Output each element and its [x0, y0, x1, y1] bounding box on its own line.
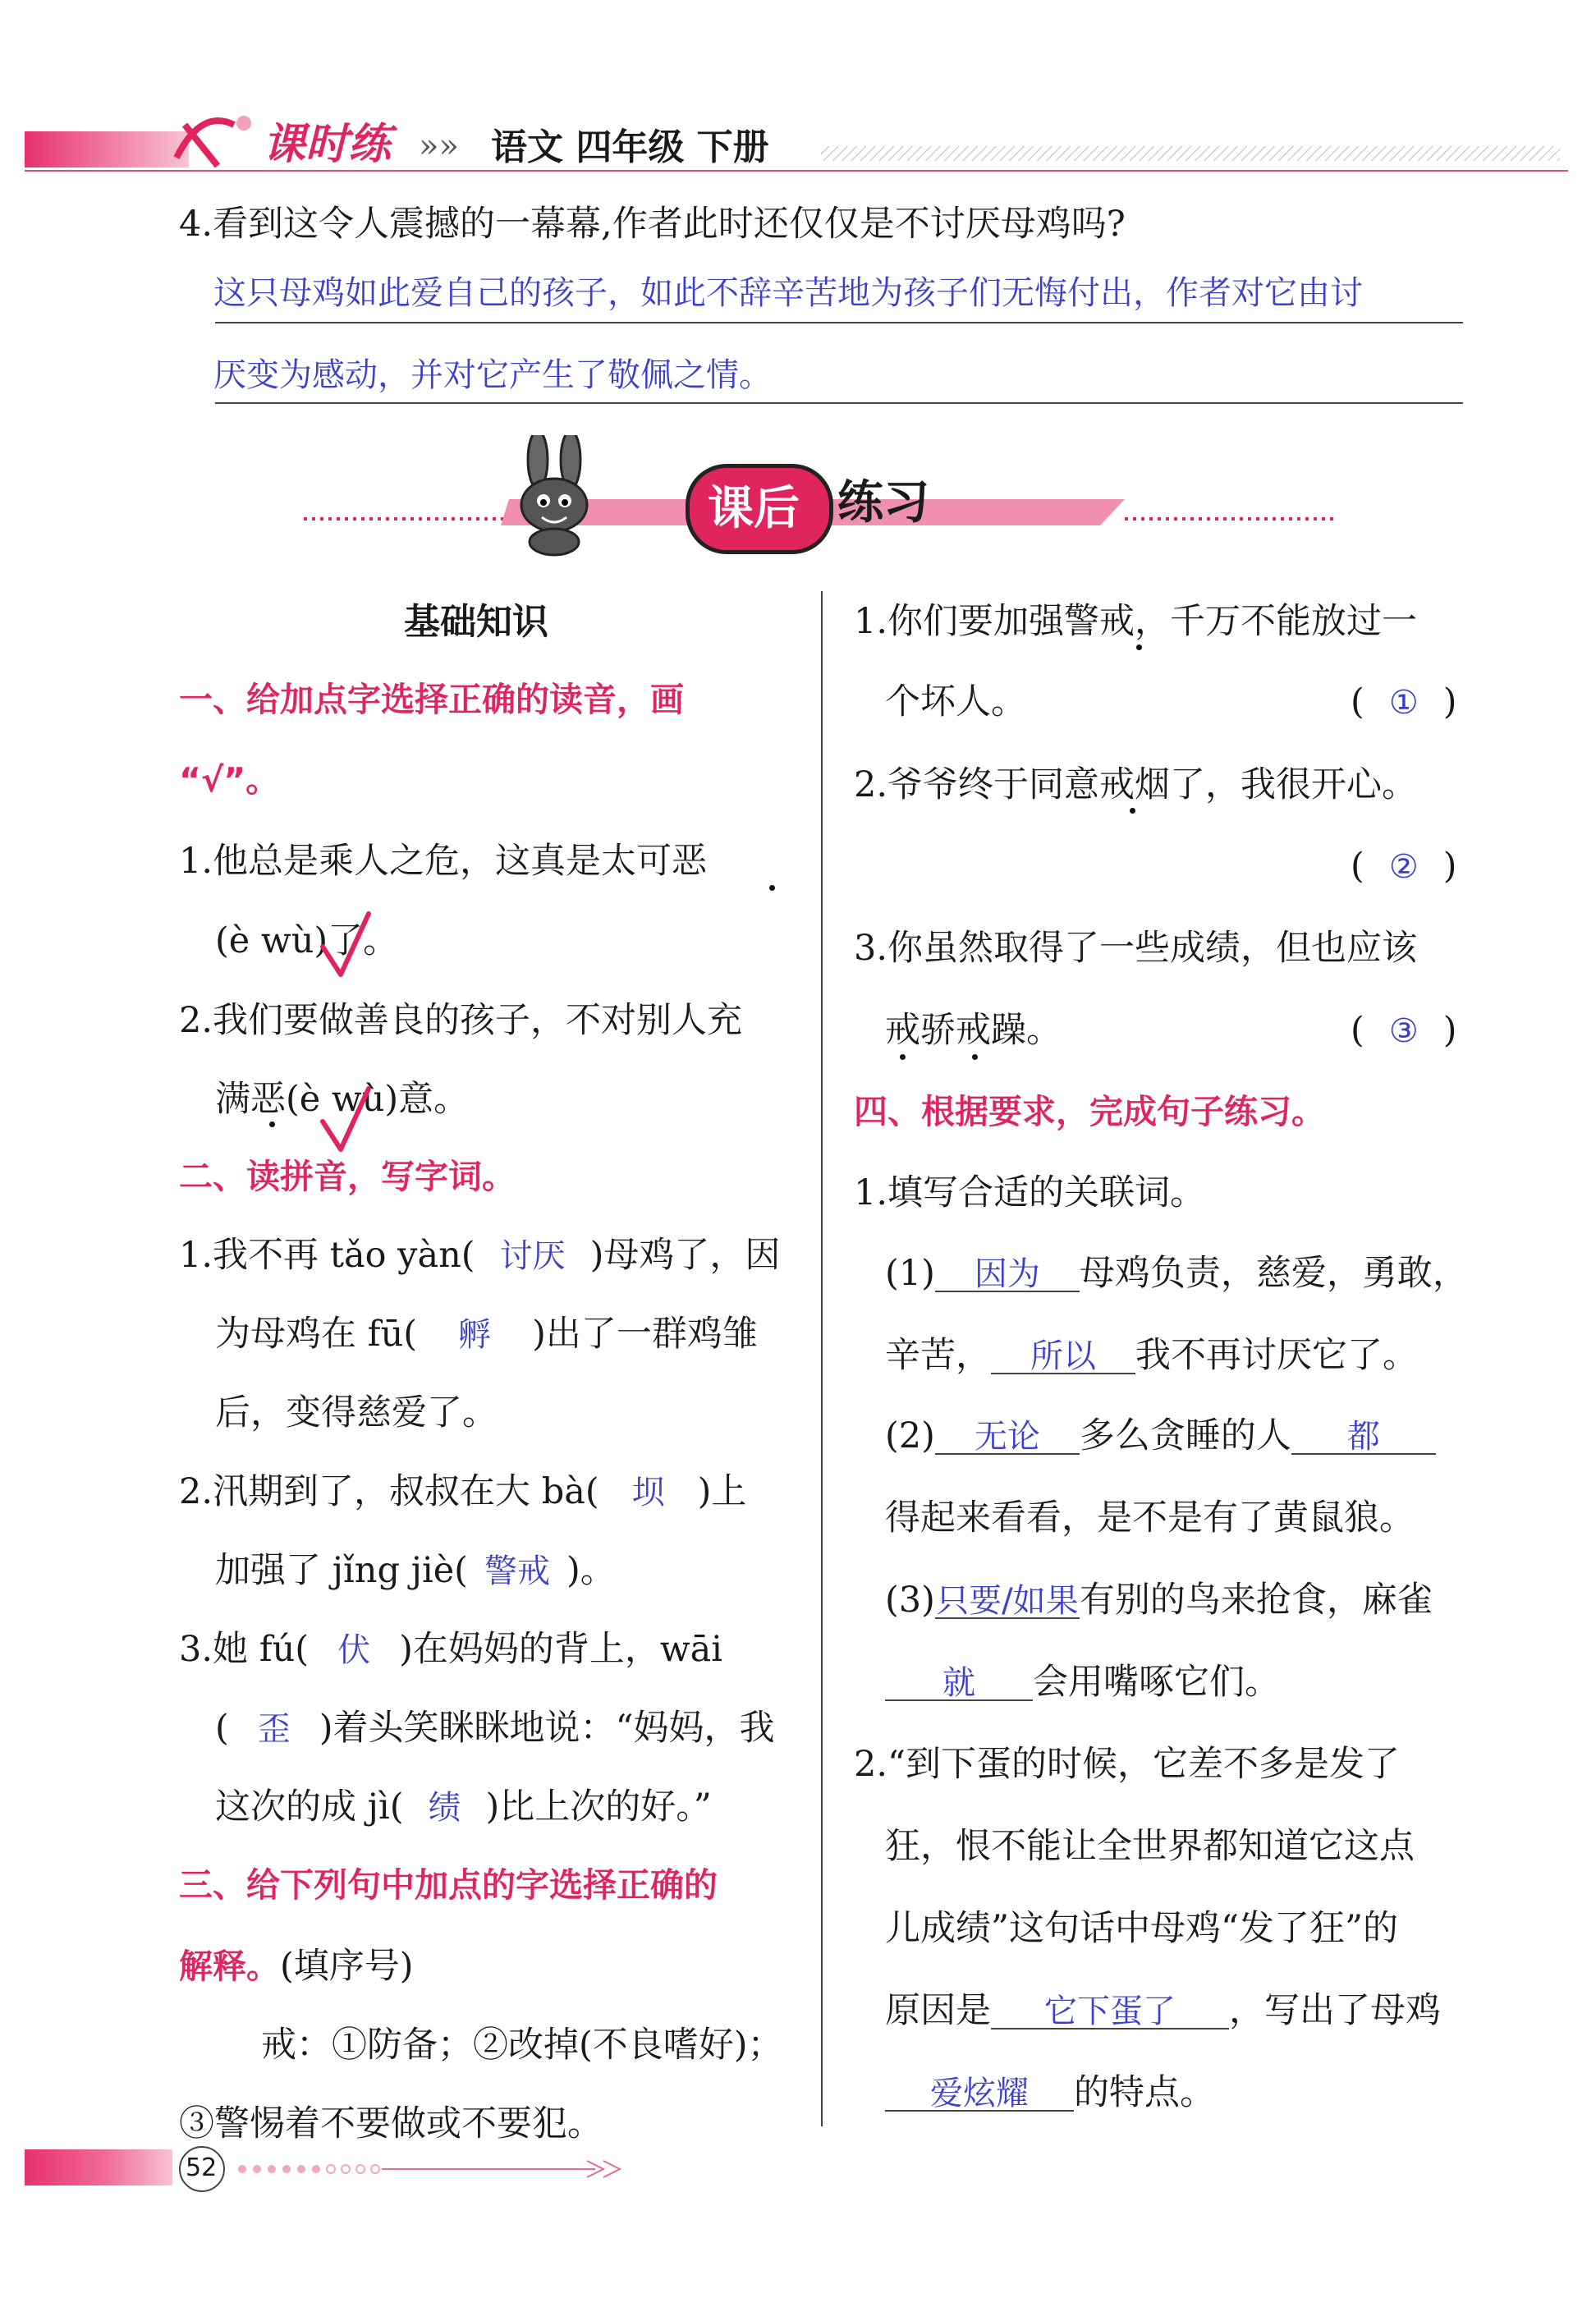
column-divider: [821, 591, 823, 2126]
check-mark-icon: [316, 1082, 374, 1159]
answer: 无论: [935, 1420, 1080, 1455]
answer: 爱炫耀: [885, 2077, 1074, 2112]
r1-answer-box: ( ① ): [1351, 681, 1457, 722]
r1-line2: 个坏人。: [885, 681, 1026, 722]
text: (3): [885, 1580, 935, 1621]
s1-q1-line2: (è wù)了。: [215, 920, 399, 961]
emphasis-dot: [769, 885, 775, 891]
text: 会用嘴啄它们。: [1033, 1662, 1280, 1703]
s1-q2-line2: 满恶(è wù)意。: [215, 1079, 470, 1120]
s3-definition-line2: ③警惕着不要做或不要犯。: [179, 2103, 603, 2144]
text: )上: [697, 1471, 747, 1512]
f3-line2: [885, 1662, 1280, 1703]
s2-q3-line3: [215, 1786, 712, 1828]
answer: 因为: [935, 1258, 1080, 1292]
answer: 绩: [428, 1789, 461, 1827]
rabbit-icon: [493, 435, 616, 562]
s2-q1-line1: [179, 1235, 781, 1276]
f1-line2: [885, 1335, 1418, 1376]
text: )着头笑眯眯地说：“妈妈，我: [319, 1708, 775, 1749]
s3-definition-line1: 戒：①防备；②改掉(不良嗜好)；: [261, 2025, 783, 2066]
s2-q3-line1: [179, 1629, 723, 1670]
page-number: 52: [186, 2153, 218, 2182]
answer: 所以: [991, 1340, 1135, 1374]
text: 2.汛期到了，叔叔在大 bà(: [179, 1471, 599, 1512]
text: 有别的鸟来抢食，麻雀: [1079, 1580, 1433, 1621]
answer: 伏: [337, 1631, 371, 1669]
answer: 只要/如果: [936, 1582, 1079, 1620]
q2-line5: [885, 2072, 1215, 2113]
text: 原因是: [885, 1990, 991, 2031]
s4-q1-title: 1.填写合适的关联词。: [854, 1172, 1206, 1213]
text: (2): [885, 1415, 935, 1456]
section-title-basic: 基础知识: [404, 601, 548, 643]
text: 为母鸡在 fū(: [215, 1314, 418, 1355]
s2-q2-line1: [179, 1471, 747, 1512]
f3-line1: [885, 1580, 1433, 1621]
s2-title: 二、读拼音，写字词。: [179, 1157, 516, 1196]
q4-line2: [215, 402, 1463, 404]
emphasis-dot: [900, 1054, 906, 1060]
footer-arrow-decoration: [234, 2151, 644, 2190]
q2-line2: 狂，恨不能让全世界都知道它这点: [885, 1826, 1415, 1867]
f2-line2: 得起来看看，是不是有了黄鼠狼。: [885, 1497, 1415, 1539]
q4-question: 4.看到这令人震撼的一幕幕,作者此时还仅仅是不讨厌母鸡吗?: [179, 204, 1126, 245]
q4-answer-line1: 这只母鸡如此爱自己的孩子，如此不辞辛苦地为孩子们无悔付出，作者对它由讨: [213, 274, 1363, 312]
text: )出了一群鸡雏: [532, 1314, 758, 1355]
s1-title-line2: “√”。: [179, 760, 280, 800]
answer: 孵: [458, 1316, 492, 1354]
answer: 警戒: [484, 1553, 550, 1590]
r3-line1: 3.你虽然取得了一些成绩，但也应该: [854, 928, 1418, 969]
r2-answer-box: ( ② ): [1351, 846, 1457, 887]
s3-title-line2: [179, 1946, 414, 1987]
footer-band: [25, 2149, 172, 2185]
q2-line3: 儿成绩”这句话中母鸡“发了狂”的: [885, 1908, 1398, 1949]
answer: ①: [1388, 684, 1419, 722]
emphasis-dot: [269, 1121, 275, 1127]
q4-line1: [215, 322, 1463, 323]
text: 1.我不再 tǎo yàn(: [179, 1235, 475, 1276]
f2-line1: [885, 1415, 1436, 1456]
text: (: [215, 1708, 229, 1749]
answer: 都: [1291, 1420, 1436, 1455]
answer: ③: [1388, 1012, 1419, 1050]
banner-title-bubble: [686, 464, 833, 554]
text: 我不再讨厌它了。: [1135, 1335, 1418, 1376]
emphasis-dot: [972, 1054, 978, 1060]
text: 母鸡负责，慈爱，勇敢，: [1079, 1253, 1468, 1294]
q2-line1: 2.“到下蛋的时候，它差不多是发了: [854, 1744, 1401, 1785]
answer: 它下蛋了: [991, 1995, 1229, 2030]
text: 多么贪睡的人: [1079, 1415, 1291, 1456]
text: )母鸡了，因: [589, 1235, 781, 1276]
text: ，写出了母鸡: [1229, 1990, 1441, 2031]
r2-line1: 2.爷爷终于同意戒烟了，我很开心。: [854, 764, 1418, 805]
s3-title-c: (填序号): [280, 1946, 414, 1987]
header-subject: 语文 四年级 下册: [491, 126, 769, 168]
text: )。: [566, 1550, 616, 1591]
banner-title-b: 练习: [837, 476, 929, 530]
s2-q1-line3: 后，变得慈爱了。: [215, 1392, 498, 1433]
answer: 坝: [631, 1474, 665, 1511]
text: )在妈妈的背上，wāi: [399, 1629, 723, 1670]
s2-q1-line2: [215, 1314, 758, 1355]
q4-answer-line2: 厌变为感动，并对它产生了敬佩之情。: [213, 356, 772, 394]
s3-title-b: 解释。: [179, 1947, 280, 1986]
text: 辛苦，: [885, 1335, 991, 1376]
banner-title-a: 课后: [708, 482, 800, 535]
emphasis-dot: [1130, 808, 1135, 814]
check-mark-icon: [316, 907, 374, 984]
text: 3.她 fú(: [179, 1629, 310, 1670]
r3-line2: 戒骄戒躁。: [885, 1010, 1062, 1051]
f1-line1: [885, 1253, 1468, 1294]
answer: 就: [885, 1667, 1033, 1701]
s3-title-line1: 三、给下列句中加点的字选择正确的: [179, 1865, 718, 1905]
s4-title: 四、根据要求，完成句子练习。: [854, 1092, 1325, 1131]
text: 加强了 jǐng jiè(: [215, 1550, 468, 1591]
r3-answer-box: ( ③ ): [1351, 1010, 1457, 1051]
answer: ②: [1388, 848, 1419, 886]
emphasis-dot: [1136, 644, 1142, 650]
answer: 歪: [257, 1710, 291, 1748]
brand-title: 课时练: [263, 120, 392, 169]
text: 的特点。: [1074, 2072, 1215, 2113]
s1-title-line1: 一、给加点字选择正确的读音，画: [179, 680, 684, 719]
text: )比上次的好。”: [485, 1786, 712, 1828]
text: (1): [885, 1253, 935, 1294]
text: 这次的成 jì(: [215, 1786, 404, 1828]
header-arrows: »»: [419, 127, 459, 165]
s2-q3-line2: [215, 1708, 775, 1749]
s2-q2-line2: [215, 1550, 616, 1591]
q2-line4: [885, 1990, 1441, 2031]
brand-logo-icon: [168, 108, 259, 177]
r1-line1: 1.你们要加强警戒，千万不能放过一: [854, 601, 1418, 642]
s1-q1-line1: 1.他总是乘人之危，这真是太可恶: [179, 841, 708, 882]
s1-q2-line1: 2.我们要做善良的孩子，不对别人充: [179, 1000, 743, 1041]
answer: 讨厌: [499, 1237, 566, 1275]
